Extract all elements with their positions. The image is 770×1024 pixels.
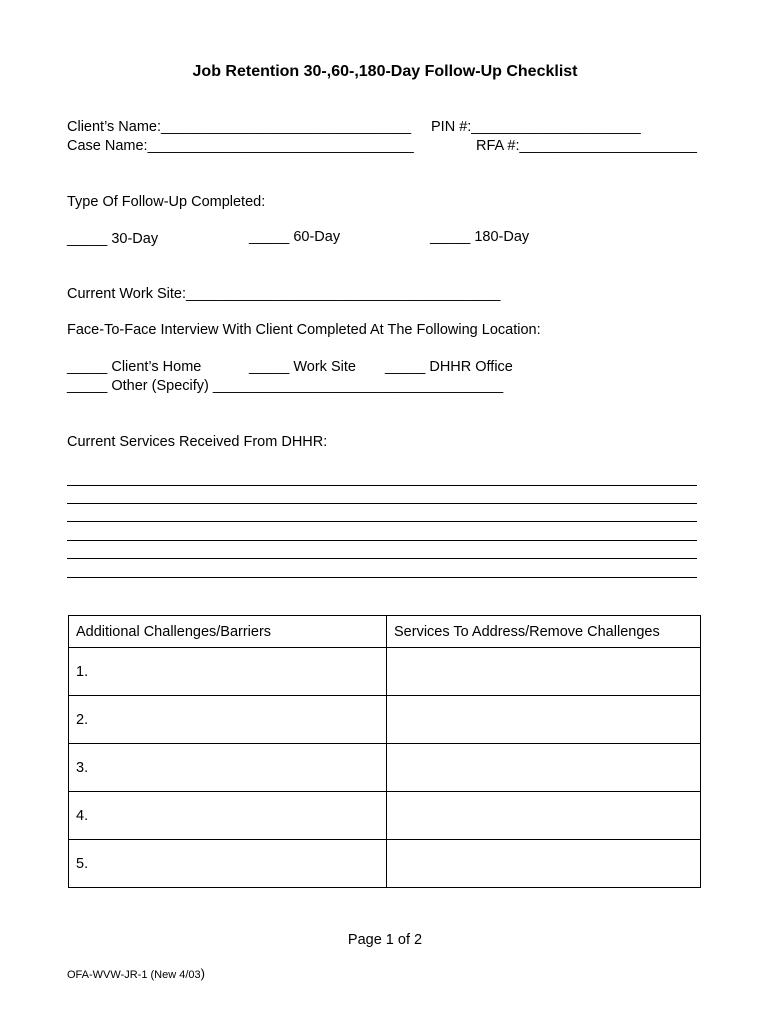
location-work-site[interactable]: _____ Work Site: [249, 359, 356, 375]
rfa-field[interactable]: RFA #:______________________: [476, 138, 697, 154]
header-services: Services To Address/Remove Challenges: [387, 616, 701, 648]
form-id: [67, 965, 205, 983]
challenge-cell[interactable]: 4.: [69, 792, 387, 840]
service-cell[interactable]: [387, 648, 701, 696]
interview-heading: Face-To-Face Interview With Client Completed At The Following Location:: [67, 322, 541, 338]
challenge-cell[interactable]: 2.: [69, 696, 387, 744]
services-line[interactable]: [67, 503, 697, 504]
followup-heading: Type Of Follow-Up Completed:: [67, 194, 266, 210]
form-id-text: OFA-WVW-JR-1 (New 4/03: [67, 969, 201, 981]
service-cell[interactable]: [387, 840, 701, 888]
pin-field[interactable]: PIN #:_____________________: [431, 119, 641, 135]
services-line[interactable]: [67, 521, 697, 522]
client-name-field[interactable]: Client’s Name:_______________________________: [67, 119, 412, 135]
services-line[interactable]: [67, 577, 697, 578]
followup-option-60-day[interactable]: _____ 60-Day: [249, 229, 341, 245]
location-other-field[interactable]: _____ Other (Specify) ____________________________________: [67, 378, 504, 394]
form-id-close: ): [200, 966, 205, 981]
service-cell[interactable]: [387, 744, 701, 792]
service-cell[interactable]: [387, 696, 701, 744]
challenge-cell[interactable]: 1.: [69, 648, 387, 696]
header-challenges: Additional Challenges/Barriers: [69, 616, 387, 648]
followup-option-30-day[interactable]: _____ 30-Day: [67, 231, 159, 247]
work-site-field[interactable]: Current Work Site:_______________________________________: [67, 286, 501, 302]
services-line[interactable]: [67, 540, 697, 541]
services-line[interactable]: [67, 485, 697, 486]
challenge-cell[interactable]: 3.: [69, 744, 387, 792]
case-name-field[interactable]: Case Name:_________________________________: [67, 138, 414, 154]
document-title: Job Retention 30-,60-,180-Day Follow-Up Checklist: [192, 63, 578, 80]
challenges-table: [68, 615, 701, 888]
location-clients-home[interactable]: _____ Client’s Home: [67, 359, 202, 375]
service-cell[interactable]: [387, 792, 701, 840]
followup-option-180-day[interactable]: _____ 180-Day: [430, 229, 530, 245]
challenge-cell[interactable]: 5.: [69, 840, 387, 888]
page-number: Page 1 of 2: [347, 932, 423, 948]
location-dhhr-office[interactable]: _____ DHHR Office: [385, 359, 513, 375]
services-heading: Current Services Received From DHHR:: [67, 434, 328, 450]
services-line[interactable]: [67, 558, 697, 559]
